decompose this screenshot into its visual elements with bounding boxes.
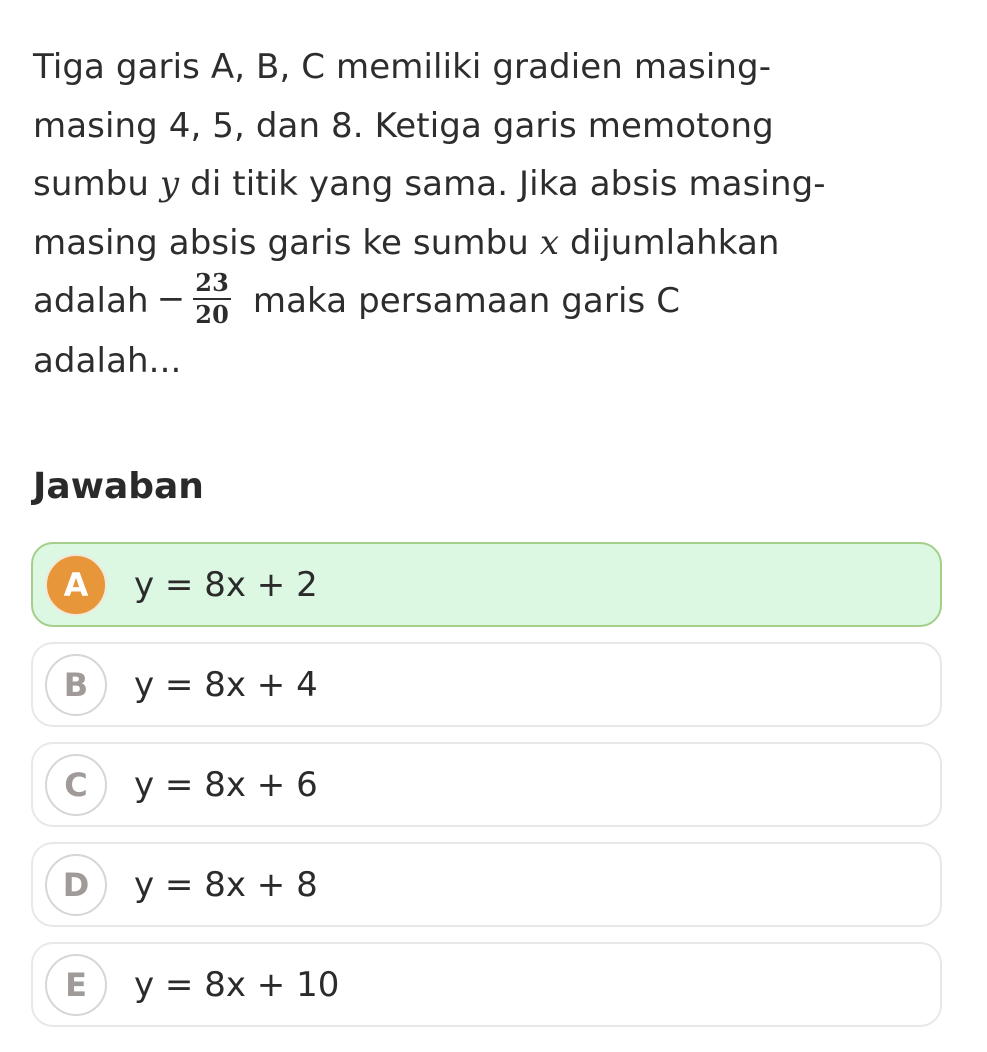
question-text-segment: masing absis garis ke sumbu: [33, 222, 540, 263]
option-letter-badge: B: [45, 654, 107, 716]
option-d[interactable]: [31, 842, 942, 927]
option-letter-badge: E: [45, 954, 107, 1016]
answer-options: [31, 542, 942, 1042]
fraction-expression: [157, 269, 231, 329]
option-a[interactable]: [31, 542, 942, 627]
question-line: [33, 268, 963, 332]
option-text: y = 8x + 4: [134, 664, 318, 705]
fraction: [193, 270, 231, 328]
option-letter-badge: C: [45, 754, 107, 816]
question-line: masing 4, 5, dan 8. Ketiga garis memotong: [33, 105, 774, 146]
option-c[interactable]: [31, 742, 942, 827]
question-line: adalah...: [33, 341, 182, 382]
option-text: y = 8x + 10: [134, 964, 340, 1005]
question-text-segment: sumbu: [33, 164, 160, 204]
fraction-denominator: 20: [195, 300, 229, 330]
option-text: y = 8x + 2: [134, 564, 318, 605]
fraction-numerator: 23: [193, 270, 231, 300]
question-line: [33, 155, 963, 214]
question-line: [33, 214, 963, 273]
question-line: Tiga garis A, B, C memiliki gradien masing-: [33, 47, 772, 87]
option-b[interactable]: [31, 642, 942, 727]
question-text-segment: di titik yang sama. Jika absis masing-: [179, 164, 826, 204]
option-text: y = 8x + 8: [134, 864, 318, 905]
option-text: y = 8x + 6: [134, 764, 318, 805]
question-text-segment: maka persamaan garis C: [252, 281, 681, 321]
question-text: [33, 38, 963, 391]
question-text-segment: dijumlahkan: [559, 222, 780, 263]
option-e[interactable]: [31, 942, 942, 1027]
variable-y: y: [159, 164, 180, 204]
variable-x: x: [539, 222, 560, 263]
fraction-sign: −: [156, 278, 186, 319]
option-letter-badge: D: [45, 854, 107, 916]
answer-heading: Jawaban: [33, 466, 204, 507]
option-letter-badge: A: [45, 554, 107, 616]
question-text-segment: adalah: [33, 281, 149, 321]
